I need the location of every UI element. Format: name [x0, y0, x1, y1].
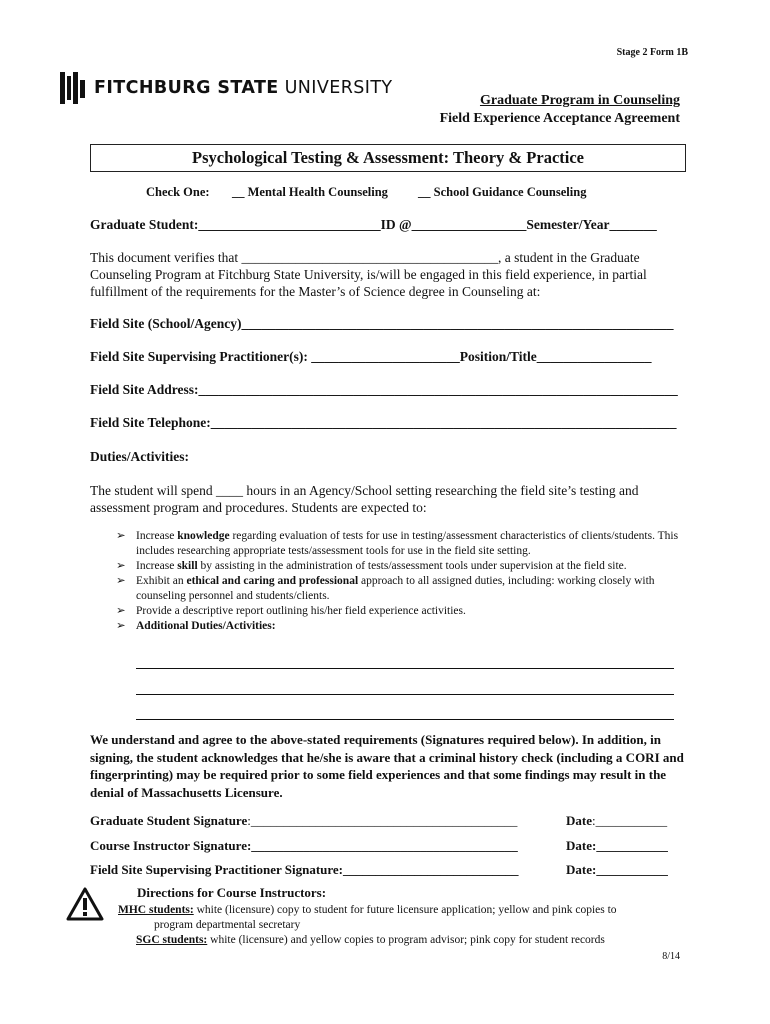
warning-icon	[66, 887, 104, 921]
field-address-line[interactable]: Field Site Address:_______________________________________________________________________	[90, 382, 678, 397]
student-date-line[interactable]: Date:___________	[566, 813, 668, 828]
program-name: Graduate Program in Counseling	[479, 93, 680, 108]
mhc-directions: MHC students: white (licensure) copy to student for future licensure application; yellow and pink copies to	[118, 904, 617, 916]
hours-paragraph: The student will spend ____ hours in an Agency/School setting researching the field site’s testing and assessment program and procedures. Students are expected to:	[90, 483, 639, 515]
university-name: FITCHBURG STATE UNIVERSITY	[94, 78, 393, 98]
course-title: Psychological Testing & Assessment: Theory & Practice	[90, 144, 686, 172]
agreement-statement: We understand and agree to the above-stated requirements (Signatures required below). In addition, in signing, the student acknowledges that he/she is aware that a criminal history check (including a CORI and fingerprinting) may be required prior to some field experiences and that some findings may result in the denial of Massachusetts Licensure.	[90, 732, 684, 800]
duties-heading: Duties/Activities:	[90, 449, 189, 464]
graduate-student-line[interactable]: Graduate Student:___________________________ID @_________________Semester/Year_______	[90, 217, 657, 232]
option-mental-health[interactable]: __ Mental Health Counseling	[232, 185, 388, 199]
agreement-name: Field Experience Acceptance Agreement	[439, 111, 680, 126]
instructor-date-line[interactable]: Date:___________	[566, 838, 668, 853]
option-school-guidance[interactable]: __ School Guidance Counseling	[418, 185, 587, 199]
list-item: ➢ Exhibit an ethical and caring and professional approach to all assigned duties, including: working closely with counseling personnel and students/clients.	[116, 575, 655, 602]
field-site-line[interactable]: Field Site (School/Agency)________________________________________________________________	[90, 316, 674, 331]
check-one-label: Check One:	[146, 185, 210, 199]
sgc-directions: SGC students: white (licensure) and yellow copies to program advisor; pink copy for student records	[136, 934, 605, 946]
verification-paragraph: This document verifies that ______________________________________, a student in the Graduate Counseling Program at Fitchburg State University, is/will be engaged in this field experience, in partial fulfillment of the requirements for the Master’s of Science degree in Counseling at:	[90, 250, 647, 299]
university-logo-icon	[60, 72, 85, 104]
university-logo	[60, 72, 393, 104]
arrow-bullet-icon: ➢	[116, 620, 126, 632]
arrow-bullet-icon: ➢	[116, 575, 126, 587]
student-signature-line[interactable]: Graduate Student Signature:_________________________________________	[90, 813, 518, 828]
field-telephone-line[interactable]: Field Site Telephone:_____________________________________________________________________	[90, 415, 677, 430]
arrow-bullet-icon: ➢	[116, 530, 126, 542]
directions-heading: Directions for Course Instructors:	[137, 885, 327, 900]
form-id: Stage 2 Form 1B	[616, 47, 688, 58]
instructor-signature-line[interactable]: Course Instructor Signature:_________________________________________	[90, 838, 518, 853]
program-title-block	[440, 92, 680, 128]
additional-duties-line-1[interactable]	[136, 668, 674, 669]
list-item: ➢ Increase skill by assisting in the administration of tests/assessment tools under supervision at the field site.	[116, 560, 627, 572]
list-item: ➢ Provide a descriptive report outlining his/her field experience activities.	[116, 605, 466, 617]
list-item: ➢ Increase knowledge regarding evaluation of tests for use in testing/assessment characteristics of clients/students. This includes researching appropriate tests/assessment tools for use in the field site setting.	[116, 530, 679, 557]
expectations-list	[116, 529, 696, 634]
arrow-bullet-icon: ➢	[116, 560, 126, 572]
revision-date: 8/14	[662, 951, 680, 962]
additional-duties-line-2[interactable]	[136, 694, 674, 695]
practitioner-signature-line[interactable]: Field Site Supervising Practitioner Signature:___________________________	[90, 862, 519, 877]
list-item: ➢ Additional Duties/Activities:	[116, 620, 276, 632]
mhc-directions-cont: program departmental secretary	[154, 919, 301, 931]
additional-duties-line-3[interactable]	[136, 719, 674, 720]
arrow-bullet-icon: ➢	[116, 605, 126, 617]
practitioner-date-line[interactable]: Date:___________	[566, 862, 668, 877]
field-supervisor-line[interactable]: Field Site Supervising Practitioner(s): ______________________Position/Title_________________	[90, 349, 652, 364]
